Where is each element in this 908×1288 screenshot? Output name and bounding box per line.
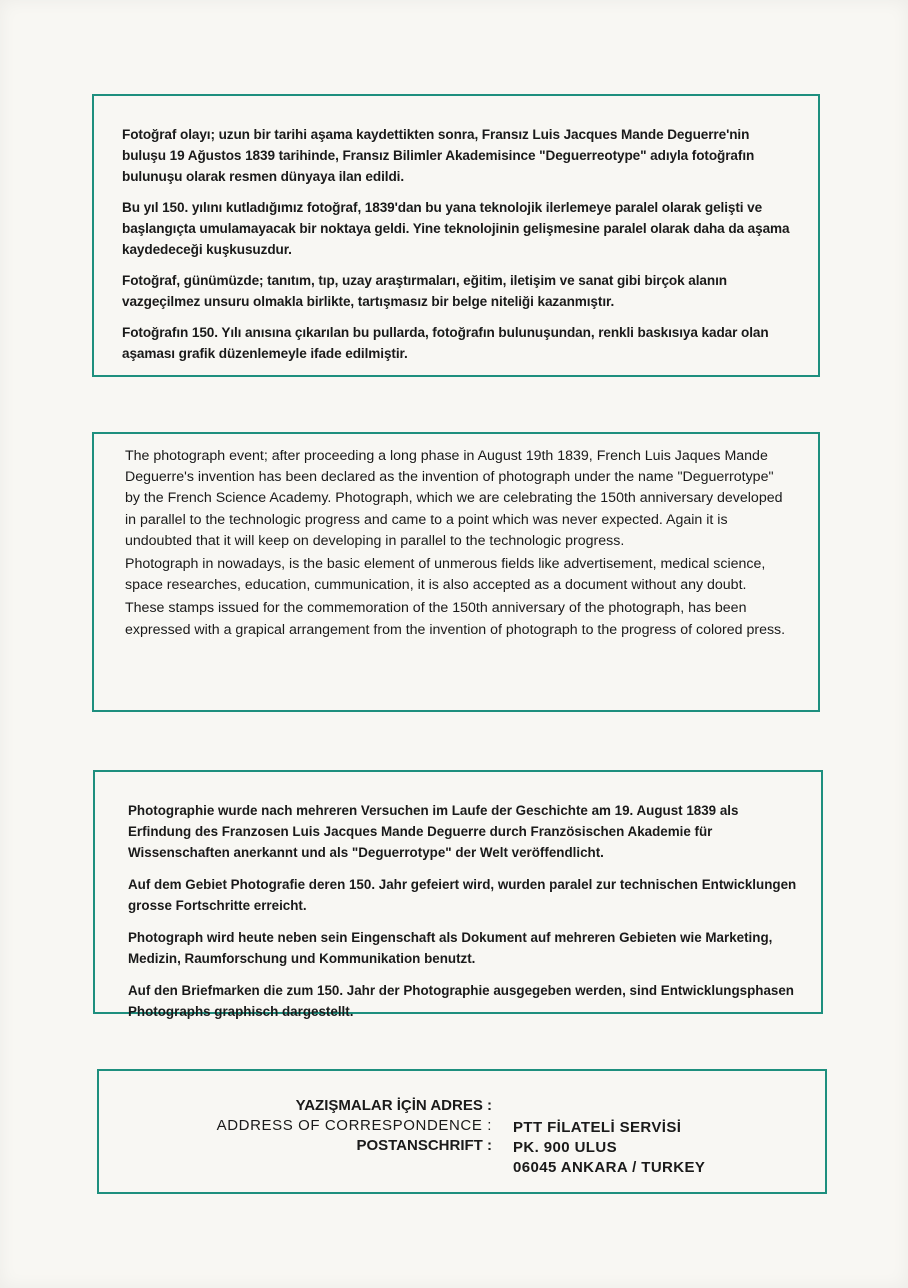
- address-line: PK. 900 ULUS: [513, 1139, 617, 1156]
- german-text-box: [93, 770, 823, 1019]
- turkish-paragraph: Bu yıl 150. yılını kutladığımız fotoğraf, 1839'dan bu yana teknolojik ilerlemeye paralel olarak gelişti ve başlangıçta umulamayacak bir noktaya geldi. Yine teknolojinin gelişmesine paralel olarak daha da aşama kaydedeceği kuşkusuzdur.: [122, 200, 790, 257]
- turkish-paragraph: Fotoğrafın 150. Yılı anısına çıkarılan bu pullarda, fotoğrafın bulunuşundan, renkli baskısıya kadar olan aşaması grafik düzenlemeyle ifade edilmiştir.: [122, 325, 769, 361]
- address-labels: [217, 1096, 492, 1156]
- address-line: 06045 ANKARA / TURKEY: [513, 1159, 706, 1176]
- english-paragraph: The photograph event; after proceeding a long phase in August 19th 1839, French Luis Jaques Mande Deguerre's invention has been declared as the invention of photograph under the name "Deguerrotype" by the French Science Academy. Photograph, which we are celebrating the 150th anniversary developed in parallel to the technologic progress and came to a point which was never expected. Again it is undoubted that it will keep on developing in parallel to the technologic progress.: [125, 448, 783, 549]
- turkish-text-box: [92, 94, 820, 377]
- english-text-box: [92, 432, 820, 712]
- address-label-english: ADDRESS OF CORRESPONDENCE :: [216, 1117, 492, 1134]
- turkish-paragraph: Fotoğraf olayı; uzun bir tarihi aşama kaydettikten sonra, Fransız Luis Jacques Mande Deguerre'nin buluşu 19 Ağustos 1839 tarihinde, Fransız Bilimler Akademisince "Deguerreotype" adıyla fotoğrafın bulunuşu olarak resmen dünyaya ilan edildi.: [122, 127, 755, 184]
- german-paragraph: Auf den Briefmarken die zum 150. Jahr der Photographie ausgegeben werden, sind Entwicklungsphasen Photographs graphisch dargestellt.: [128, 983, 794, 1019]
- german-paragraph: Photographie wurde nach mehreren Versuchen im Laufe der Geschichte am 19. August 1839 als Erfindung des Franzosen Luis Jacques Mande Deguerre durch Französischen Akademie für Wissenschaften anerkannt und als "Deguerrotype" der Welt veröffendlicht.: [128, 803, 739, 860]
- postal-address: [513, 1118, 705, 1178]
- english-paragraph: These stamps issued for the commemoration of the 150th anniversary of the photograph, has been expressed with a grapical arrangement from the invention of photograph to the progress of colored press.: [125, 600, 786, 638]
- german-paragraph: Photograph wird heute neben sein Eingenschaft als Dokument auf mehreren Gebieten wie Marketing, Medizin, Raumforschung und Kommunikation benutzt.: [128, 930, 773, 966]
- address-label-german: POSTANSCHRIFT :: [356, 1137, 492, 1154]
- address-box: [97, 1069, 827, 1194]
- german-paragraph: Auf dem Gebiet Photografie deren 150. Jahr gefeiert wird, wurden paralel zur technischen Entwicklungen grosse Fortschritte erreicht.: [128, 877, 797, 913]
- english-paragraph: Photograph in nowadays, is the basic element of unmerous fields like advertisement, medical science, space researches, education, cummunication, it is also accepted as a document without any doubt.: [125, 556, 766, 594]
- address-line: PTT FİLATELİ SERVİSİ: [513, 1119, 682, 1136]
- address-label-turkish: YAZIŞMALAR İÇİN ADRES :: [295, 1097, 492, 1114]
- turkish-paragraph: Fotoğraf, günümüzde; tanıtım, tıp, uzay araştırmaları, eğitim, iletişim ve sanat gibi birçok alanın vazgeçilmez unsuru olmakla birlikte, tartışmasız bir belge niteliği kazanmıştır.: [122, 273, 727, 309]
